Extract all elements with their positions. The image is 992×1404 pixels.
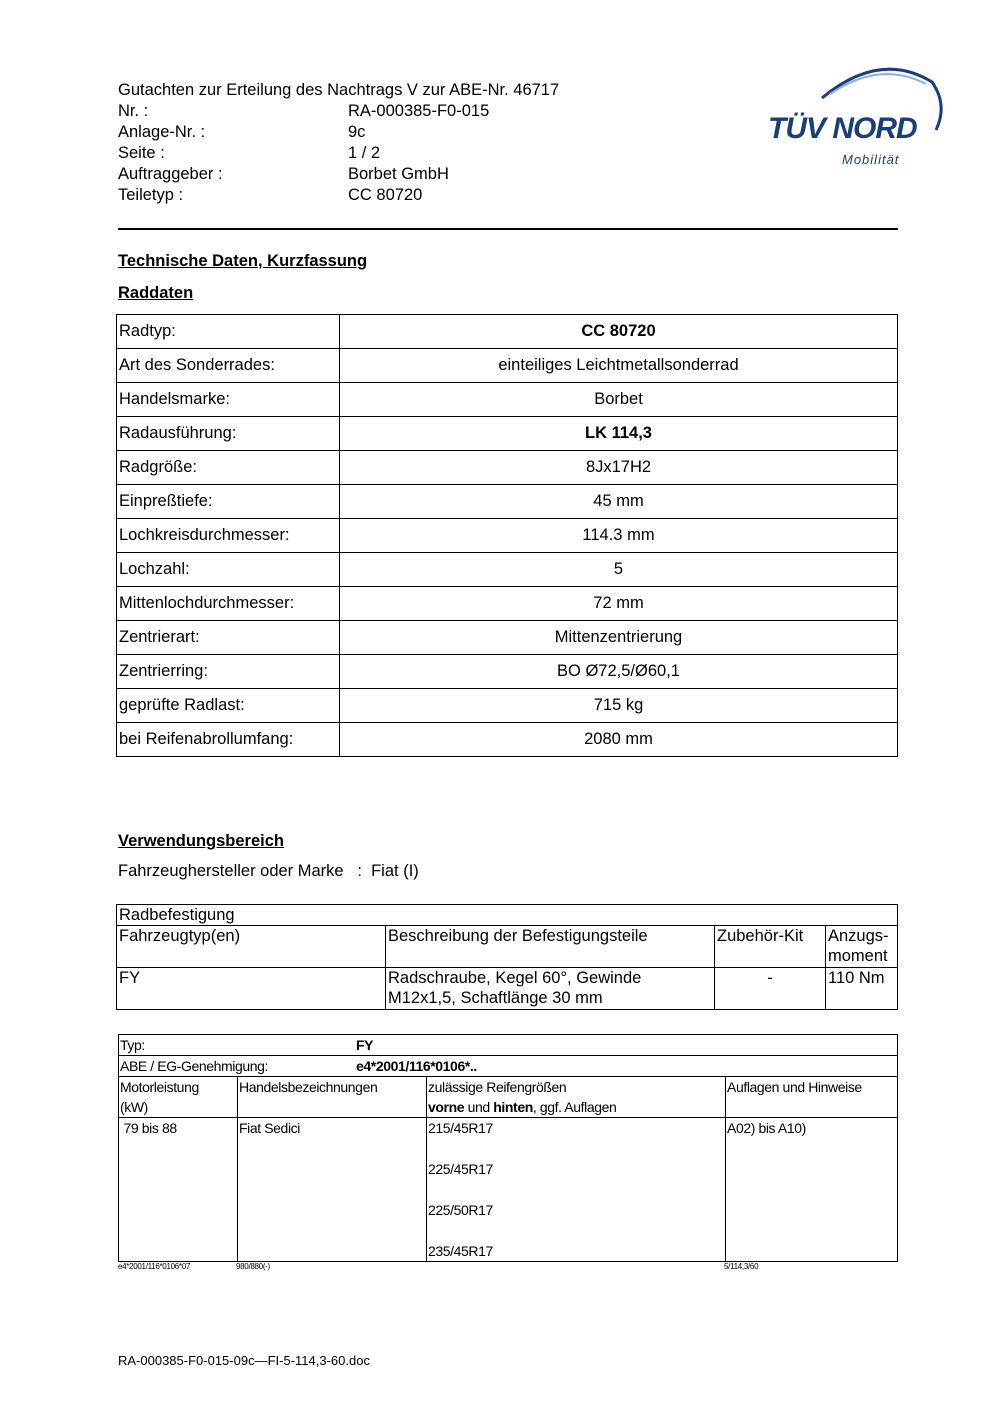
table-row <box>117 315 898 349</box>
header-value: Borbet GmbH <box>348 165 449 183</box>
table-row <box>117 485 898 519</box>
abe-cell <box>119 1056 898 1077</box>
header-text: , ggf. Auflagen <box>532 1099 617 1115</box>
header-row-anlage <box>118 122 559 143</box>
fahrzeughersteller-line: Fahrzeughersteller oder Marke : Fiat (I) <box>118 862 419 880</box>
table-header-row <box>119 1077 898 1118</box>
table-row <box>117 655 898 689</box>
table-row <box>117 349 898 383</box>
header-value: 1 / 2 <box>348 144 381 162</box>
row-label: geprüfte Radlast: <box>117 689 340 723</box>
row-label: Mittenlochdurchmesser: <box>117 587 340 621</box>
logo-subtitle: Mobilität <box>842 152 900 167</box>
table-row <box>117 905 898 926</box>
header-label: Nr. : <box>118 102 149 120</box>
table-row <box>119 1118 898 1262</box>
header-text: und <box>464 1099 494 1115</box>
tire-size: 225/50R17 <box>428 1202 493 1218</box>
table-row <box>117 968 898 1010</box>
header-value: 9c <box>348 123 366 141</box>
table-header-row <box>117 926 898 968</box>
abe-value: e4*2001/116*0106*.. <box>356 1058 477 1074</box>
radbefestigung-title: Radbefestigung <box>117 905 898 926</box>
raddaten-table <box>116 314 898 757</box>
row-value: 8Jx17H2 <box>340 451 898 485</box>
typ-label: Typ: <box>120 1037 145 1053</box>
column-header: Zubehör-Kit <box>715 926 826 968</box>
section-verwendungsbereich: Verwendungsbereich <box>118 832 284 850</box>
row-value: 715 kg <box>340 689 898 723</box>
row-value: 114.3 mm <box>340 519 898 553</box>
header-row-teiletyp <box>118 185 559 206</box>
table-row <box>117 689 898 723</box>
radbefestigung-table <box>116 904 898 1010</box>
row-label: Zentrierring: <box>117 655 340 689</box>
document-footer: RA-000385-F0-015-09c—FI-5-114,3-60.doc <box>118 1353 370 1368</box>
header-emph: hinten <box>493 1099 533 1115</box>
row-label: bei Reifenabrollumfang: <box>117 723 340 757</box>
row-value: einteiliges Leichtmetallsonderrad <box>340 349 898 383</box>
header-value: RA-000385-F0-015 <box>348 102 490 120</box>
footnote-lk: 5/114,3/60 <box>724 1262 759 1271</box>
header-row-auftraggeber <box>118 164 559 185</box>
tire-size: 235/45R17 <box>428 1243 493 1259</box>
table-row <box>119 1056 898 1077</box>
row-label: Lochkreisdurchmesser: <box>117 519 340 553</box>
footnote-code: 980/880(-) <box>236 1262 270 1271</box>
column-header: Fahrzeugtyp(en) <box>117 926 386 968</box>
header-row-nr <box>118 101 559 122</box>
row-value: 5 <box>340 553 898 587</box>
table-cell: Fiat Sedici <box>238 1118 427 1262</box>
row-label: Einpreßtiefe: <box>117 485 340 519</box>
header-value: CC 80720 <box>348 186 423 204</box>
table-row <box>117 417 898 451</box>
row-value: 45 mm <box>340 485 898 519</box>
column-header-reifen <box>427 1077 726 1118</box>
column-header: Motorleistung (kW) <box>119 1077 238 1118</box>
table-row <box>117 451 898 485</box>
column-header: Handelsbezeichnungen <box>238 1077 427 1118</box>
table-row <box>119 1035 898 1056</box>
column-header: Anzugs- moment <box>826 926 898 968</box>
row-label: Zentrierart: <box>117 621 340 655</box>
column-header: Beschreibung der Befestigungsteile <box>386 926 715 968</box>
section-technische-daten: Technische Daten, Kurzfassung <box>118 252 368 270</box>
abe-label: ABE / EG-Genehmigung: <box>120 1058 269 1074</box>
table-cell: A02) bis A10) <box>726 1118 898 1262</box>
document-header <box>118 80 559 206</box>
typ-cell <box>119 1035 898 1056</box>
table-row <box>117 553 898 587</box>
row-label: Radtyp: <box>117 315 340 349</box>
report-title: Gutachten zur Erteilung des Nachtrags V zur ABE-Nr. 46717 <box>118 81 560 99</box>
typ-table <box>118 1034 898 1262</box>
row-label: Art des Sonderrades: <box>117 349 340 383</box>
column-header: Auflagen und Hinweise <box>726 1077 898 1118</box>
header-divider <box>118 228 898 230</box>
header-label: Auftraggeber : <box>118 165 223 183</box>
header-emph: vorne <box>428 1099 465 1115</box>
logo-brand: TÜV NORD <box>768 112 917 145</box>
footnote-approval: e4*2001/116*0106*07 <box>118 1262 191 1271</box>
row-value: 2080 mm <box>340 723 898 757</box>
row-value: CC 80720 <box>340 315 898 349</box>
header-row-seite <box>118 143 559 164</box>
table-row <box>117 621 898 655</box>
header-label: Anlage-Nr. : <box>118 123 206 141</box>
row-label: Lochzahl: <box>117 553 340 587</box>
header-label: Teiletyp : <box>118 186 184 204</box>
row-label: Handelsmarke: <box>117 383 340 417</box>
tuv-nord-logo <box>760 60 950 175</box>
row-label: Radausführung: <box>117 417 340 451</box>
section-raddaten: Raddaten <box>118 284 194 302</box>
table-cell: 110 Nm <box>826 968 898 1010</box>
row-value: 72 mm <box>340 587 898 621</box>
tire-size: 225/45R17 <box>428 1161 493 1177</box>
header-line: zulässige Reifengrößen <box>428 1079 567 1095</box>
row-value: BO Ø72,5/Ø60,1 <box>340 655 898 689</box>
row-value: Borbet <box>340 383 898 417</box>
table-cell: FY <box>117 968 386 1010</box>
table-cell: - <box>715 968 826 1010</box>
table-cell: Radschraube, Kegel 60°, Gewinde M12x1,5, Schaftlänge 30 mm <box>386 968 715 1010</box>
tire-size: 215/45R17 <box>428 1120 493 1136</box>
table-row <box>117 723 898 757</box>
typ-value: FY <box>356 1037 374 1053</box>
table-row <box>117 383 898 417</box>
header-label: Seite : <box>118 144 165 162</box>
row-label: Radgröße: <box>117 451 340 485</box>
row-value: LK 114,3 <box>340 417 898 451</box>
tire-list-cell <box>427 1118 726 1262</box>
table-row <box>117 587 898 621</box>
table-row <box>117 519 898 553</box>
row-value: Mittenzentrierung <box>340 621 898 655</box>
table-cell: 79 bis 88 <box>119 1118 238 1262</box>
